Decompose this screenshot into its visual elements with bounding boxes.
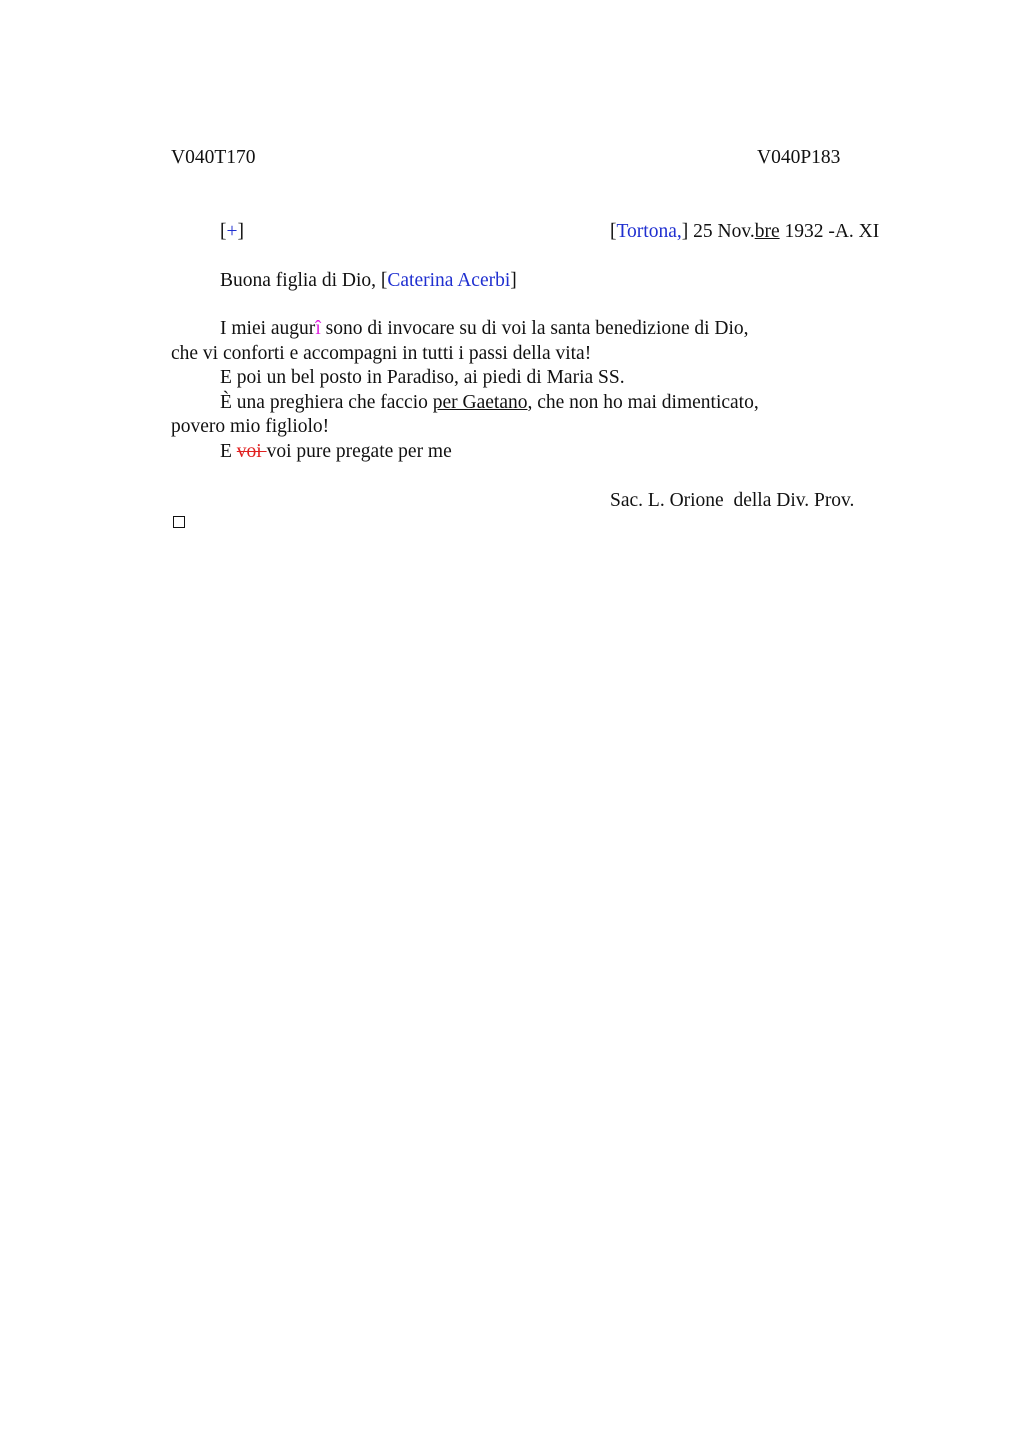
text-run: È una preghiera che faccio	[220, 392, 433, 413]
paragraph-2: E poi un bel posto in Paradiso, ai piedi di Maria SS.	[220, 367, 625, 388]
paragraph-1-line-1	[220, 317, 749, 341]
page-code-right: V040P183	[757, 147, 841, 168]
accent-mark: î	[315, 318, 321, 339]
date-year: 1932 -A. XI	[779, 221, 880, 242]
cross-mark: +	[226, 221, 238, 242]
text-run: voi pure pregate per me	[266, 441, 452, 462]
signature: Sac. L. Orione della Div. Prov.	[610, 490, 855, 511]
place-name: Tortona,	[616, 221, 682, 242]
text-run: , che non ho mai dimenticato,	[527, 392, 759, 413]
end-square-mark	[173, 516, 185, 528]
bracket: ]	[237, 221, 244, 242]
document-code-left: V040T170	[171, 147, 256, 168]
struck-text: voi	[236, 441, 267, 462]
salutation-text: Buona figlia di Dio,	[220, 270, 381, 291]
bracket: [	[610, 221, 617, 242]
bracket: ]	[681, 221, 689, 242]
underlined-text: per Gaetano	[432, 392, 528, 413]
paragraph-4	[220, 440, 452, 464]
bracket: [	[220, 221, 227, 242]
text-run: E	[220, 441, 237, 462]
date-day-month: 25 Nov.	[688, 221, 755, 242]
month-suffix: bre	[754, 221, 780, 242]
paragraph-1-line-2: che vi conforti e accompagni in tutti i passi della vita!	[171, 343, 592, 364]
text-run: sono di invocare su di voi la santa benedizione di Dio,	[320, 318, 749, 339]
bracket: ]	[510, 270, 517, 291]
paragraph-3-line-1	[220, 391, 759, 415]
salutation	[220, 269, 517, 293]
paragraph-3-line-2: povero mio figliolo!	[171, 416, 330, 437]
opening-mark	[220, 220, 244, 244]
letter-date	[610, 220, 879, 244]
text-run: I miei augur	[220, 318, 316, 339]
bracket: [	[380, 270, 388, 291]
recipient-name: Caterina Acerbi	[387, 270, 511, 291]
